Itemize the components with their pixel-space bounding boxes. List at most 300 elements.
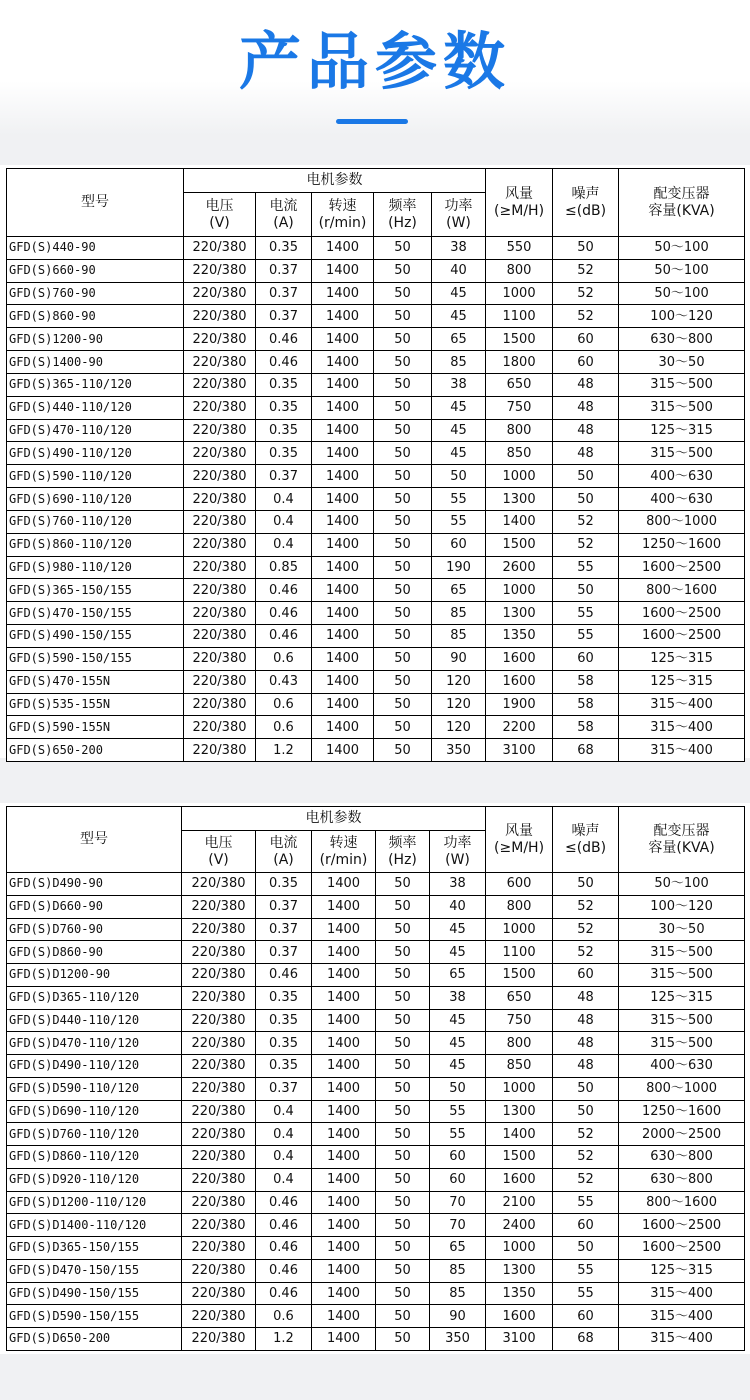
airflow-cell: 850 <box>486 1055 553 1078</box>
transformer-cell: 315～500 <box>619 442 745 465</box>
noise-cell: 48 <box>553 986 619 1009</box>
model-cell: GFD(S)760-110/120 <box>7 510 184 533</box>
current-cell: 0.6 <box>256 647 312 670</box>
current-cell: 0.35 <box>256 873 312 896</box>
power-label: 功率 <box>443 834 472 851</box>
noise-label: 噪声 <box>571 822 600 839</box>
transformer-cell: 315～400 <box>619 739 745 762</box>
power-cell: 90 <box>430 1305 486 1328</box>
noise-cell: 60 <box>553 647 619 670</box>
airflow-cell: 1000 <box>486 918 553 941</box>
speed-unit: (r/min) <box>319 851 368 868</box>
voltage-cell: 220/380 <box>184 579 256 602</box>
current-cell: 0.4 <box>256 1100 312 1123</box>
current-cell: 1.2 <box>256 1328 312 1351</box>
noise-cell: 60 <box>553 1305 619 1328</box>
power-cell: 85 <box>430 1259 486 1282</box>
power-header <box>432 193 486 237</box>
noise-cell: 48 <box>553 1055 619 1078</box>
speed-cell: 1400 <box>312 670 374 693</box>
power-cell: 65 <box>432 328 486 351</box>
table-row <box>7 895 745 918</box>
power-cell: 60 <box>432 533 486 556</box>
power-cell: 190 <box>432 556 486 579</box>
noise-cell: 58 <box>553 670 619 693</box>
airflow-cell: 1300 <box>486 1259 553 1282</box>
frequency-cell: 50 <box>376 1191 430 1214</box>
speed-cell: 1400 <box>312 259 374 282</box>
frequency-cell: 50 <box>374 739 432 762</box>
power-cell: 45 <box>432 282 486 305</box>
model-cell: GFD(S)D1200-110/120 <box>7 1191 182 1214</box>
frequency-cell: 50 <box>374 351 432 374</box>
frequency-cell: 50 <box>374 259 432 282</box>
frequency-cell: 50 <box>376 964 430 987</box>
spec-table-2 <box>6 806 745 1351</box>
frequency-cell: 50 <box>376 1259 430 1282</box>
transformer-cell: 125～315 <box>619 670 745 693</box>
airflow-cell: 1800 <box>486 351 553 374</box>
voltage-cell: 220/380 <box>182 1305 256 1328</box>
table-row <box>7 373 745 396</box>
transformer-cell: 100～120 <box>619 305 745 328</box>
frequency-cell: 50 <box>374 465 432 488</box>
transformer-cell: 800～1600 <box>619 1191 745 1214</box>
transformer-cell: 315～400 <box>619 1328 745 1351</box>
power-cell: 40 <box>430 895 486 918</box>
power-cell: 120 <box>432 716 486 739</box>
current-cell: 0.6 <box>256 716 312 739</box>
frequency-cell: 50 <box>374 556 432 579</box>
noise-cell: 52 <box>553 510 619 533</box>
noise-cell: 55 <box>553 1259 619 1282</box>
power-cell: 60 <box>430 1146 486 1169</box>
noise-cell: 52 <box>553 918 619 941</box>
model-cell: GFD(S)860-90 <box>7 305 184 328</box>
table-row <box>7 693 745 716</box>
speed-cell: 1400 <box>312 442 374 465</box>
noise-cell: 60 <box>553 351 619 374</box>
power-cell: 50 <box>432 465 486 488</box>
current-unit: (A) <box>273 214 294 231</box>
speed-cell: 1400 <box>312 1032 376 1055</box>
model-cell: GFD(S)D470-110/120 <box>7 1032 182 1055</box>
power-cell: 85 <box>432 602 486 625</box>
airflow-cell: 1400 <box>486 510 553 533</box>
table-row <box>7 259 745 282</box>
current-cell: 0.85 <box>256 556 312 579</box>
power-cell: 45 <box>430 918 486 941</box>
table-row <box>7 556 745 579</box>
airflow-cell: 3100 <box>486 739 553 762</box>
power-cell: 45 <box>430 1032 486 1055</box>
transformer-cell: 30～50 <box>619 918 745 941</box>
voltage-cell: 220/380 <box>182 1328 256 1351</box>
noise-cell: 50 <box>553 1077 619 1100</box>
airflow-cell: 800 <box>486 1032 553 1055</box>
airflow-cell: 1000 <box>486 1237 553 1260</box>
model-cell: GFD(S)590-150/155 <box>7 647 184 670</box>
airflow-cell: 1600 <box>486 1168 553 1191</box>
speed-cell: 1400 <box>312 305 374 328</box>
transformer-cell: 800～1600 <box>619 579 745 602</box>
voltage-label: 电压 <box>205 197 234 214</box>
airflow-cell: 1000 <box>486 579 553 602</box>
voltage-unit: (V) <box>208 851 229 868</box>
current-cell: 0.46 <box>256 1259 312 1282</box>
frequency-cell: 50 <box>376 1168 430 1191</box>
frequency-cell: 50 <box>374 488 432 511</box>
speed-label: 转速 <box>328 197 357 214</box>
current-cell: 0.37 <box>256 895 312 918</box>
table-row <box>7 1146 745 1169</box>
current-header <box>256 193 312 237</box>
transformer-cell: 100～120 <box>619 895 745 918</box>
model-cell: GFD(S)D590-150/155 <box>7 1305 182 1328</box>
current-header <box>256 831 312 873</box>
power-cell: 65 <box>430 1237 486 1260</box>
model-cell: GFD(S)590-110/120 <box>7 465 184 488</box>
transformer-cell: 315～500 <box>619 1009 745 1032</box>
frequency-cell: 50 <box>376 895 430 918</box>
transformer-cell: 1600～2500 <box>619 602 745 625</box>
table-row <box>7 941 745 964</box>
transformer-cell: 30～50 <box>619 351 745 374</box>
noise-cell: 58 <box>553 716 619 739</box>
transformer-cell: 630～800 <box>619 1146 745 1169</box>
speed-cell: 1400 <box>312 716 374 739</box>
voltage-cell: 220/380 <box>184 533 256 556</box>
voltage-cell: 220/380 <box>184 647 256 670</box>
current-cell: 0.46 <box>256 328 312 351</box>
transformer-cell: 50～100 <box>619 873 745 896</box>
current-cell: 0.35 <box>256 396 312 419</box>
current-cell: 0.46 <box>256 1282 312 1305</box>
table-row <box>7 1191 745 1214</box>
airflow-cell: 800 <box>486 895 553 918</box>
speed-cell: 1400 <box>312 396 374 419</box>
speed-cell: 1400 <box>312 1305 376 1328</box>
table-row <box>7 1077 745 1100</box>
table-row <box>7 1009 745 1032</box>
table-row <box>7 986 745 1009</box>
speed-cell: 1400 <box>312 918 376 941</box>
model-cell: GFD(S)1200-90 <box>7 328 184 351</box>
spec-table-1 <box>6 168 745 762</box>
current-cell: 0.37 <box>256 941 312 964</box>
frequency-cell: 50 <box>376 1214 430 1237</box>
voltage-cell: 220/380 <box>182 1259 256 1282</box>
table-row <box>7 328 745 351</box>
voltage-cell: 220/380 <box>182 1055 256 1078</box>
model-header: 型号 <box>7 169 184 237</box>
frequency-cell: 50 <box>374 305 432 328</box>
table-row <box>7 625 745 648</box>
table-row <box>7 1168 745 1191</box>
speed-cell: 1400 <box>312 1282 376 1305</box>
speed-cell: 1400 <box>312 579 374 602</box>
transformer-cell: 1600～2500 <box>619 1237 745 1260</box>
model-cell: GFD(S)490-110/120 <box>7 442 184 465</box>
airflow-cell: 1600 <box>486 1305 553 1328</box>
power-unit: (W) <box>445 851 470 868</box>
power-unit: (W) <box>446 214 471 231</box>
airflow-cell: 650 <box>486 986 553 1009</box>
speed-label: 转速 <box>329 834 358 851</box>
transformer-cell: 125～315 <box>619 647 745 670</box>
speed-cell: 1400 <box>312 1328 376 1351</box>
power-cell: 120 <box>432 693 486 716</box>
frequency-header <box>374 193 432 237</box>
table-row <box>7 964 745 987</box>
noise-cell: 48 <box>553 1009 619 1032</box>
model-cell: GFD(S)D365-150/155 <box>7 1237 182 1260</box>
model-cell: GFD(S)365-150/155 <box>7 579 184 602</box>
table-row <box>7 1100 745 1123</box>
frequency-cell: 50 <box>374 373 432 396</box>
speed-cell: 1400 <box>312 1077 376 1100</box>
power-cell: 65 <box>430 964 486 987</box>
airflow-cell: 650 <box>486 373 553 396</box>
voltage-cell: 220/380 <box>184 259 256 282</box>
table-row <box>7 442 745 465</box>
table-row <box>7 1214 745 1237</box>
transformer-cell: 630～800 <box>619 328 745 351</box>
table-row <box>7 918 745 941</box>
frequency-cell: 50 <box>376 1146 430 1169</box>
current-cell: 0.35 <box>256 1009 312 1032</box>
noise-cell: 55 <box>553 602 619 625</box>
airflow-cell: 600 <box>486 873 553 896</box>
transformer-label: 配变压器 <box>653 185 710 202</box>
current-cell: 0.35 <box>256 1055 312 1078</box>
noise-unit: ≤(dB) <box>564 202 607 219</box>
table-row <box>7 1282 745 1305</box>
speed-cell: 1400 <box>312 1100 376 1123</box>
noise-cell: 52 <box>553 259 619 282</box>
voltage-cell: 220/380 <box>182 1146 256 1169</box>
noise-cell: 52 <box>553 941 619 964</box>
voltage-cell: 220/380 <box>182 1032 256 1055</box>
airflow-cell: 800 <box>486 419 553 442</box>
speed-cell: 1400 <box>312 351 374 374</box>
airflow-label: 风量 <box>505 822 534 839</box>
current-cell: 0.35 <box>256 419 312 442</box>
transformer-header <box>619 169 745 237</box>
transformer-cell: 800～1000 <box>619 1077 745 1100</box>
model-cell: GFD(S)490-150/155 <box>7 625 184 648</box>
frequency-cell: 50 <box>374 442 432 465</box>
power-cell: 55 <box>432 488 486 511</box>
voltage-cell: 220/380 <box>182 1100 256 1123</box>
current-cell: 0.46 <box>256 1214 312 1237</box>
table-row <box>7 1032 745 1055</box>
voltage-cell: 220/380 <box>184 693 256 716</box>
power-cell: 120 <box>432 670 486 693</box>
model-cell: GFD(S)690-110/120 <box>7 488 184 511</box>
noise-cell: 50 <box>553 579 619 602</box>
current-cell: 0.37 <box>256 305 312 328</box>
current-cell: 0.43 <box>256 670 312 693</box>
noise-cell: 50 <box>553 1237 619 1260</box>
voltage-cell: 220/380 <box>182 1237 256 1260</box>
speed-cell: 1400 <box>312 488 374 511</box>
table-row <box>7 396 745 419</box>
power-label: 功率 <box>444 197 473 214</box>
current-cell: 0.35 <box>256 373 312 396</box>
noise-cell: 48 <box>553 442 619 465</box>
speed-cell: 1400 <box>312 556 374 579</box>
voltage-cell: 220/380 <box>184 739 256 762</box>
model-cell: GFD(S)760-90 <box>7 282 184 305</box>
power-cell: 50 <box>430 1077 486 1100</box>
airflow-cell: 850 <box>486 442 553 465</box>
model-cell: GFD(S)650-200 <box>7 739 184 762</box>
voltage-cell: 220/380 <box>182 1191 256 1214</box>
power-cell: 85 <box>432 625 486 648</box>
noise-cell: 50 <box>553 465 619 488</box>
current-cell: 0.37 <box>256 1077 312 1100</box>
airflow-cell: 750 <box>486 1009 553 1032</box>
transformer-cell: 1250～1600 <box>619 533 745 556</box>
table-row <box>7 533 745 556</box>
power-cell: 45 <box>432 396 486 419</box>
voltage-cell: 220/380 <box>184 510 256 533</box>
voltage-cell: 220/380 <box>184 373 256 396</box>
table-row <box>7 670 745 693</box>
transformer-cell: 1600～2500 <box>619 556 745 579</box>
transformer-cell: 125～315 <box>619 419 745 442</box>
frequency-cell: 50 <box>376 1055 430 1078</box>
noise-cell: 60 <box>553 1214 619 1237</box>
current-unit: (A) <box>273 851 294 868</box>
noise-header <box>553 169 619 237</box>
current-cell: 0.4 <box>256 1146 312 1169</box>
current-cell: 0.37 <box>256 259 312 282</box>
voltage-cell: 220/380 <box>184 465 256 488</box>
model-cell: GFD(S)470-155N <box>7 670 184 693</box>
table-row <box>7 739 745 762</box>
model-cell: GFD(S)D690-110/120 <box>7 1100 182 1123</box>
voltage-cell: 220/380 <box>184 602 256 625</box>
frequency-cell: 50 <box>374 579 432 602</box>
transformer-cell: 2000～2500 <box>619 1123 745 1146</box>
transformer-cell: 400～630 <box>619 488 745 511</box>
table-row <box>7 351 745 374</box>
voltage-cell: 220/380 <box>182 1009 256 1032</box>
model-cell: GFD(S)590-155N <box>7 716 184 739</box>
noise-cell: 52 <box>553 1146 619 1169</box>
noise-cell: 48 <box>553 373 619 396</box>
airflow-cell: 2200 <box>486 716 553 739</box>
frequency-cell: 50 <box>376 1100 430 1123</box>
noise-cell: 68 <box>553 739 619 762</box>
current-cell: 0.46 <box>256 625 312 648</box>
speed-cell: 1400 <box>312 1055 376 1078</box>
speed-cell: 1400 <box>312 1146 376 1169</box>
table-row <box>7 282 745 305</box>
airflow-cell: 1100 <box>486 941 553 964</box>
frequency-cell: 50 <box>374 602 432 625</box>
power-cell: 70 <box>430 1214 486 1237</box>
table-row <box>7 419 745 442</box>
airflow-cell: 550 <box>486 237 553 260</box>
speed-cell: 1400 <box>312 986 376 1009</box>
frequency-cell: 50 <box>376 1305 430 1328</box>
speed-cell: 1400 <box>312 1214 376 1237</box>
voltage-cell: 220/380 <box>182 1282 256 1305</box>
table-row <box>7 1259 745 1282</box>
voltage-cell: 220/380 <box>184 488 256 511</box>
power-cell: 40 <box>432 259 486 282</box>
current-cell: 0.35 <box>256 1032 312 1055</box>
transformer-cell: 800～1000 <box>619 510 745 533</box>
power-cell: 45 <box>432 305 486 328</box>
table-row <box>7 1305 745 1328</box>
model-cell: GFD(S)535-155N <box>7 693 184 716</box>
frequency-header <box>376 831 430 873</box>
voltage-cell: 220/380 <box>182 1077 256 1100</box>
power-cell: 55 <box>432 510 486 533</box>
current-cell: 0.4 <box>256 533 312 556</box>
power-cell: 65 <box>432 579 486 602</box>
speed-cell: 1400 <box>312 964 376 987</box>
frequency-unit: (Hz) <box>388 214 417 231</box>
transformer-cell: 315～500 <box>619 1032 745 1055</box>
current-cell: 0.46 <box>256 602 312 625</box>
airflow-cell: 1100 <box>486 305 553 328</box>
transformer-cell: 50～100 <box>619 282 745 305</box>
background-band-bottom <box>0 1354 750 1400</box>
current-cell: 0.4 <box>256 488 312 511</box>
noise-cell: 55 <box>553 556 619 579</box>
model-cell: GFD(S)D660-90 <box>7 895 182 918</box>
noise-cell: 52 <box>553 305 619 328</box>
frequency-cell: 50 <box>374 647 432 670</box>
current-cell: 0.37 <box>256 282 312 305</box>
current-cell: 0.35 <box>256 237 312 260</box>
model-cell: GFD(S)D470-150/155 <box>7 1259 182 1282</box>
table-row <box>7 873 745 896</box>
noise-cell: 52 <box>553 282 619 305</box>
airflow-cell: 1600 <box>486 647 553 670</box>
table-row <box>7 1237 745 1260</box>
airflow-cell: 1500 <box>486 964 553 987</box>
frequency-label: 频率 <box>388 197 417 214</box>
transformer-cell: 315～500 <box>619 964 745 987</box>
speed-header <box>312 193 374 237</box>
speed-cell: 1400 <box>312 373 374 396</box>
airflow-cell: 2400 <box>486 1214 553 1237</box>
airflow-cell: 2100 <box>486 1191 553 1214</box>
noise-cell: 60 <box>553 328 619 351</box>
voltage-cell: 220/380 <box>184 716 256 739</box>
current-cell: 0.4 <box>256 510 312 533</box>
noise-cell: 48 <box>553 419 619 442</box>
table-row <box>7 488 745 511</box>
airflow-unit: (≥M/H) <box>494 202 545 219</box>
voltage-header <box>182 831 256 873</box>
frequency-cell: 50 <box>374 625 432 648</box>
table-row <box>7 305 745 328</box>
noise-unit: ≤(dB) <box>564 839 607 856</box>
speed-cell: 1400 <box>312 510 374 533</box>
airflow-cell: 1300 <box>486 488 553 511</box>
frequency-cell: 50 <box>374 419 432 442</box>
motor-params-header: 电机参数 <box>182 807 486 831</box>
frequency-label: 频率 <box>388 834 417 851</box>
transformer-cell: 50～100 <box>619 259 745 282</box>
